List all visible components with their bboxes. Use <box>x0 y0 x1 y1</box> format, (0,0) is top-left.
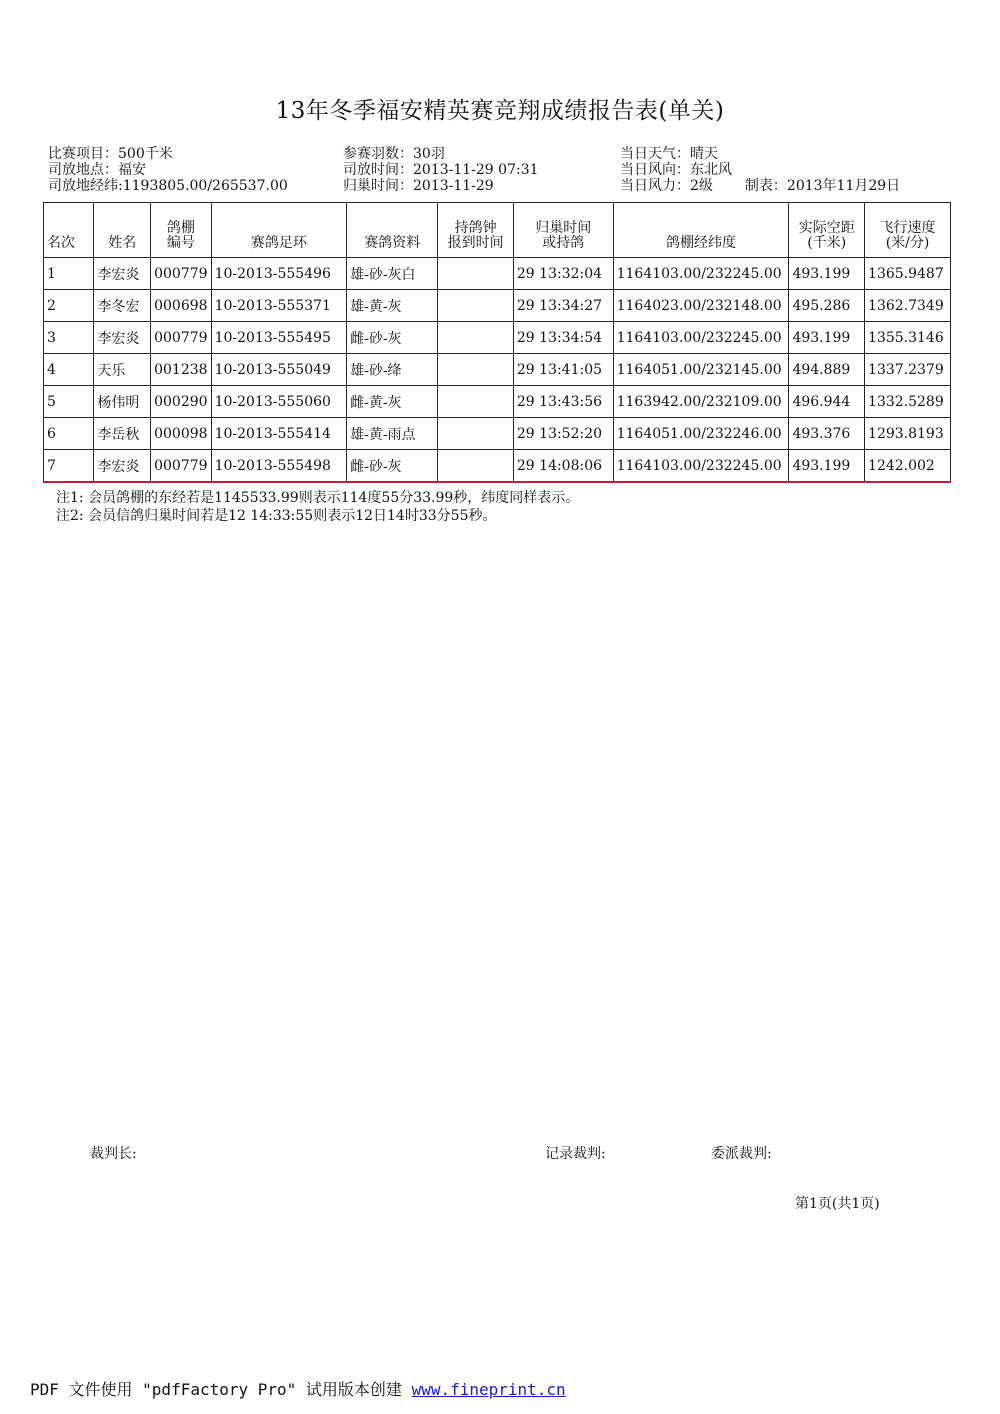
cell-name: 李岳秋 <box>94 418 151 450</box>
info-entries: 参赛羽数：30羽 <box>343 146 445 162</box>
signature-delegated-referee: 委派裁判: <box>711 1146 772 1162</box>
info-return-date: 归巢时间：2013-11-29 <box>343 178 494 194</box>
cell-name: 杨伟明 <box>94 386 151 418</box>
cell-loft-id: 000779 <box>151 450 211 483</box>
results-table <box>43 202 951 483</box>
table-row <box>44 322 951 354</box>
cell-bird-info: 雌-黄-灰 <box>347 386 438 418</box>
cell-return-time: 29 13:43:56 <box>513 386 613 418</box>
cell-clock-time <box>438 290 514 322</box>
cell-bird-info: 雌-砂-灰 <box>347 322 438 354</box>
header-return-time: 归巢时间 或持鸽 <box>513 203 613 258</box>
cell-ring: 10-2013-555498 <box>211 450 347 483</box>
table-row <box>44 258 951 290</box>
cell-clock-time <box>438 258 514 290</box>
signature-chief-referee: 裁判长: <box>90 1146 137 1162</box>
cell-return-time: 29 13:34:54 <box>513 322 613 354</box>
header-distance: 实际空距 (千米) <box>789 203 865 258</box>
info-release-coordinates: 司放地经纬:1193805.00/265537.00 <box>48 178 288 194</box>
cell-clock-time <box>438 418 514 450</box>
cell-clock-time <box>438 354 514 386</box>
table-header-row <box>44 203 951 258</box>
cell-coordinates: 1164103.00/232245.00 <box>613 450 789 483</box>
cell-rank: 1 <box>44 258 94 290</box>
table-row <box>44 354 951 386</box>
cell-distance: 493.199 <box>789 258 865 290</box>
cell-rank: 6 <box>44 418 94 450</box>
cell-name: 天乐 <box>94 354 151 386</box>
info-column-3 <box>620 146 900 194</box>
info-wind-direction: 当日风向：东北风 <box>620 162 732 178</box>
table-row <box>44 290 951 322</box>
cell-bird-info: 雄-黄-灰 <box>347 290 438 322</box>
cell-coordinates: 1164051.00/232246.00 <box>613 418 789 450</box>
header-bird-info: 赛鸽资料 <box>347 203 438 258</box>
cell-ring: 10-2013-555049 <box>211 354 347 386</box>
cell-clock-time <box>438 386 514 418</box>
cell-speed: 1362.7349 <box>865 290 951 322</box>
cell-speed: 1365.9487 <box>865 258 951 290</box>
cell-distance: 494.889 <box>789 354 865 386</box>
header-ring: 赛鸽足环 <box>211 203 347 258</box>
cell-rank: 5 <box>44 386 94 418</box>
cell-ring: 10-2013-555414 <box>211 418 347 450</box>
info-column-2 <box>343 146 539 194</box>
cell-distance: 493.199 <box>789 322 865 354</box>
cell-speed: 1242.002 <box>865 450 951 483</box>
cell-rank: 2 <box>44 290 94 322</box>
report-title: 13年冬季福安精英赛竞翔成绩报告表(单关) <box>275 98 725 124</box>
info-column-1 <box>48 146 288 194</box>
cell-clock-time <box>438 322 514 354</box>
cell-distance: 495.286 <box>789 290 865 322</box>
cell-return-time: 29 13:52:20 <box>513 418 613 450</box>
cell-bird-info: 雄-砂-灰白 <box>347 258 438 290</box>
table-row <box>44 450 951 483</box>
cell-return-time: 29 13:32:04 <box>513 258 613 290</box>
cell-name: 李宏炎 <box>94 258 151 290</box>
notes <box>56 489 579 525</box>
header-rank: 名次 <box>44 203 94 258</box>
cell-ring: 10-2013-555371 <box>211 290 347 322</box>
cell-ring: 10-2013-555496 <box>211 258 347 290</box>
cell-return-time: 29 13:41:05 <box>513 354 613 386</box>
cell-speed: 1332.5289 <box>865 386 951 418</box>
info-event: 比赛项目：500千米 <box>48 146 173 162</box>
cell-distance: 496.944 <box>789 386 865 418</box>
cell-ring: 10-2013-555495 <box>211 322 347 354</box>
cell-return-time: 29 13:34:27 <box>513 290 613 322</box>
cell-name: 李宏炎 <box>94 450 151 483</box>
cell-bird-info: 雄-砂-绛 <box>347 354 438 386</box>
page-number: 第1页(共1页) <box>795 1196 880 1212</box>
cell-bird-info: 雄-黄-雨点 <box>347 418 438 450</box>
cell-loft-id: 000698 <box>151 290 211 322</box>
cell-speed: 1293.8193 <box>865 418 951 450</box>
note-2: 注2: 会员信鸽归巢时间若是12 14:33:55则表示12日14时33分55秒。 <box>56 508 497 524</box>
footer-text: PDF 文件使用 "pdfFactory Pro" 试用版本创建 <box>30 1380 412 1399</box>
cell-coordinates: 1164103.00/232245.00 <box>613 322 789 354</box>
cell-distance: 493.199 <box>789 450 865 483</box>
info-made-date: 制表：2013年11月29日 <box>744 178 901 194</box>
cell-rank: 3 <box>44 322 94 354</box>
cell-coordinates: 1164051.00/232145.00 <box>613 354 789 386</box>
cell-speed: 1355.3146 <box>865 322 951 354</box>
pdf-footer <box>30 1377 566 1400</box>
cell-coordinates: 1164023.00/232148.00 <box>613 290 789 322</box>
cell-coordinates: 1164103.00/232245.00 <box>613 258 789 290</box>
cell-name: 李冬宏 <box>94 290 151 322</box>
cell-bird-info: 雌-砂-灰 <box>347 450 438 483</box>
cell-loft-id: 000779 <box>151 258 211 290</box>
cell-rank: 7 <box>44 450 94 483</box>
header-clock-time: 持鸽钟 报到时间 <box>438 203 514 258</box>
cell-loft-id: 000098 <box>151 418 211 450</box>
cell-return-time: 29 14:08:06 <box>513 450 613 483</box>
header-speed: 飞行速度 (米/分) <box>865 203 951 258</box>
header-loft-id: 鸽棚 编号 <box>151 203 211 258</box>
table-row <box>44 386 951 418</box>
info-release-time: 司放时间：2013-11-29 07:31 <box>343 162 539 178</box>
cell-clock-time <box>438 450 514 483</box>
header-coordinates: 鸽棚经纬度 <box>613 203 789 258</box>
cell-rank: 4 <box>44 354 94 386</box>
cell-distance: 493.376 <box>789 418 865 450</box>
cell-loft-id: 001238 <box>151 354 211 386</box>
table-row <box>44 418 951 450</box>
cell-name: 李宏炎 <box>94 322 151 354</box>
info-weather: 当日天气：晴天 <box>620 146 718 162</box>
footer-link[interactable]: www.fineprint.cn <box>411 1380 566 1399</box>
cell-loft-id: 000290 <box>151 386 211 418</box>
cell-coordinates: 1163942.00/232109.00 <box>613 386 789 418</box>
header-name: 姓名 <box>94 203 151 258</box>
cell-speed: 1337.2379 <box>865 354 951 386</box>
info-release-location: 司放地点：福安 <box>48 162 146 178</box>
signature-recording-referee: 记录裁判: <box>545 1146 606 1162</box>
info-wind-force: 当日风力：2级 制表：2013年11月29日 <box>620 178 901 194</box>
cell-loft-id: 000779 <box>151 322 211 354</box>
note-1: 注1: 会员鸽棚的东经若是1145533.99则表示114度55分33.99秒，纬度同样表示。 <box>56 490 580 506</box>
cell-ring: 10-2013-555060 <box>211 386 347 418</box>
